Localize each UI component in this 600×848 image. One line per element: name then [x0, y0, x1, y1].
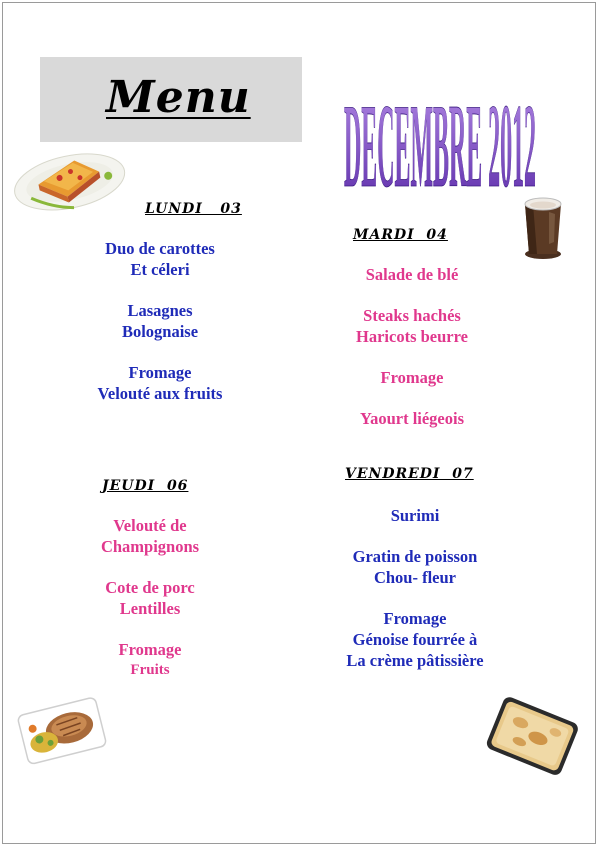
- menu-title: Menu: [106, 72, 251, 123]
- menu-item: Fromage: [128, 363, 192, 382]
- menu-item: La crème pâtissière: [346, 651, 484, 670]
- menu-item: Velouté de: [113, 516, 187, 535]
- dessert-cup-photo: [519, 192, 567, 260]
- menu-item: Velouté aux fruits: [97, 384, 223, 403]
- menu-item: Gratin de poisson: [352, 547, 478, 566]
- month-title: [340, 78, 540, 200]
- menu-item: Fromage: [118, 640, 182, 659]
- menu-item: Lentilles: [119, 599, 181, 618]
- menu-item: Champignons: [100, 537, 200, 556]
- menu-friday: [295, 505, 535, 671]
- menu-item: Fruits: [130, 662, 170, 678]
- month-text: DECEMBRE 2012: [344, 79, 536, 200]
- menu-monday: [40, 238, 280, 404]
- pork-chop-photo: [14, 692, 108, 770]
- menu-item: Surimi: [390, 506, 440, 525]
- menu-item: Salade de blé: [365, 265, 459, 284]
- menu-item: Cote de porc: [105, 578, 195, 597]
- menu-item: Génoise fourrée à: [352, 630, 478, 649]
- menu-item: Duo de carottes: [105, 239, 215, 258]
- lasagna-photo: [8, 138, 130, 220]
- menu-item: Fromage: [383, 609, 447, 628]
- menu-item: Chou- fleur: [373, 568, 457, 587]
- menu-item: Yaourt liégeois: [359, 409, 465, 428]
- menu-item: Lasagnes: [127, 301, 193, 320]
- menu-item: Et céleri: [130, 260, 190, 279]
- day-label-monday: LUNDI 03: [145, 201, 242, 217]
- menu-item: Bolognaise: [121, 322, 199, 341]
- menu-tuesday: [292, 264, 532, 429]
- menu-item: Fromage: [380, 368, 444, 387]
- day-label-friday: VENDREDI 07: [345, 466, 474, 482]
- menu-item: Haricots beurre: [356, 327, 468, 346]
- day-label-tuesday: MARDI 04: [353, 227, 448, 243]
- menu-thursday: [30, 515, 270, 681]
- gratin-photo: [482, 694, 582, 780]
- menu-item: Steaks hachés: [363, 306, 461, 325]
- day-label-thursday: JEUDI 06: [102, 478, 189, 494]
